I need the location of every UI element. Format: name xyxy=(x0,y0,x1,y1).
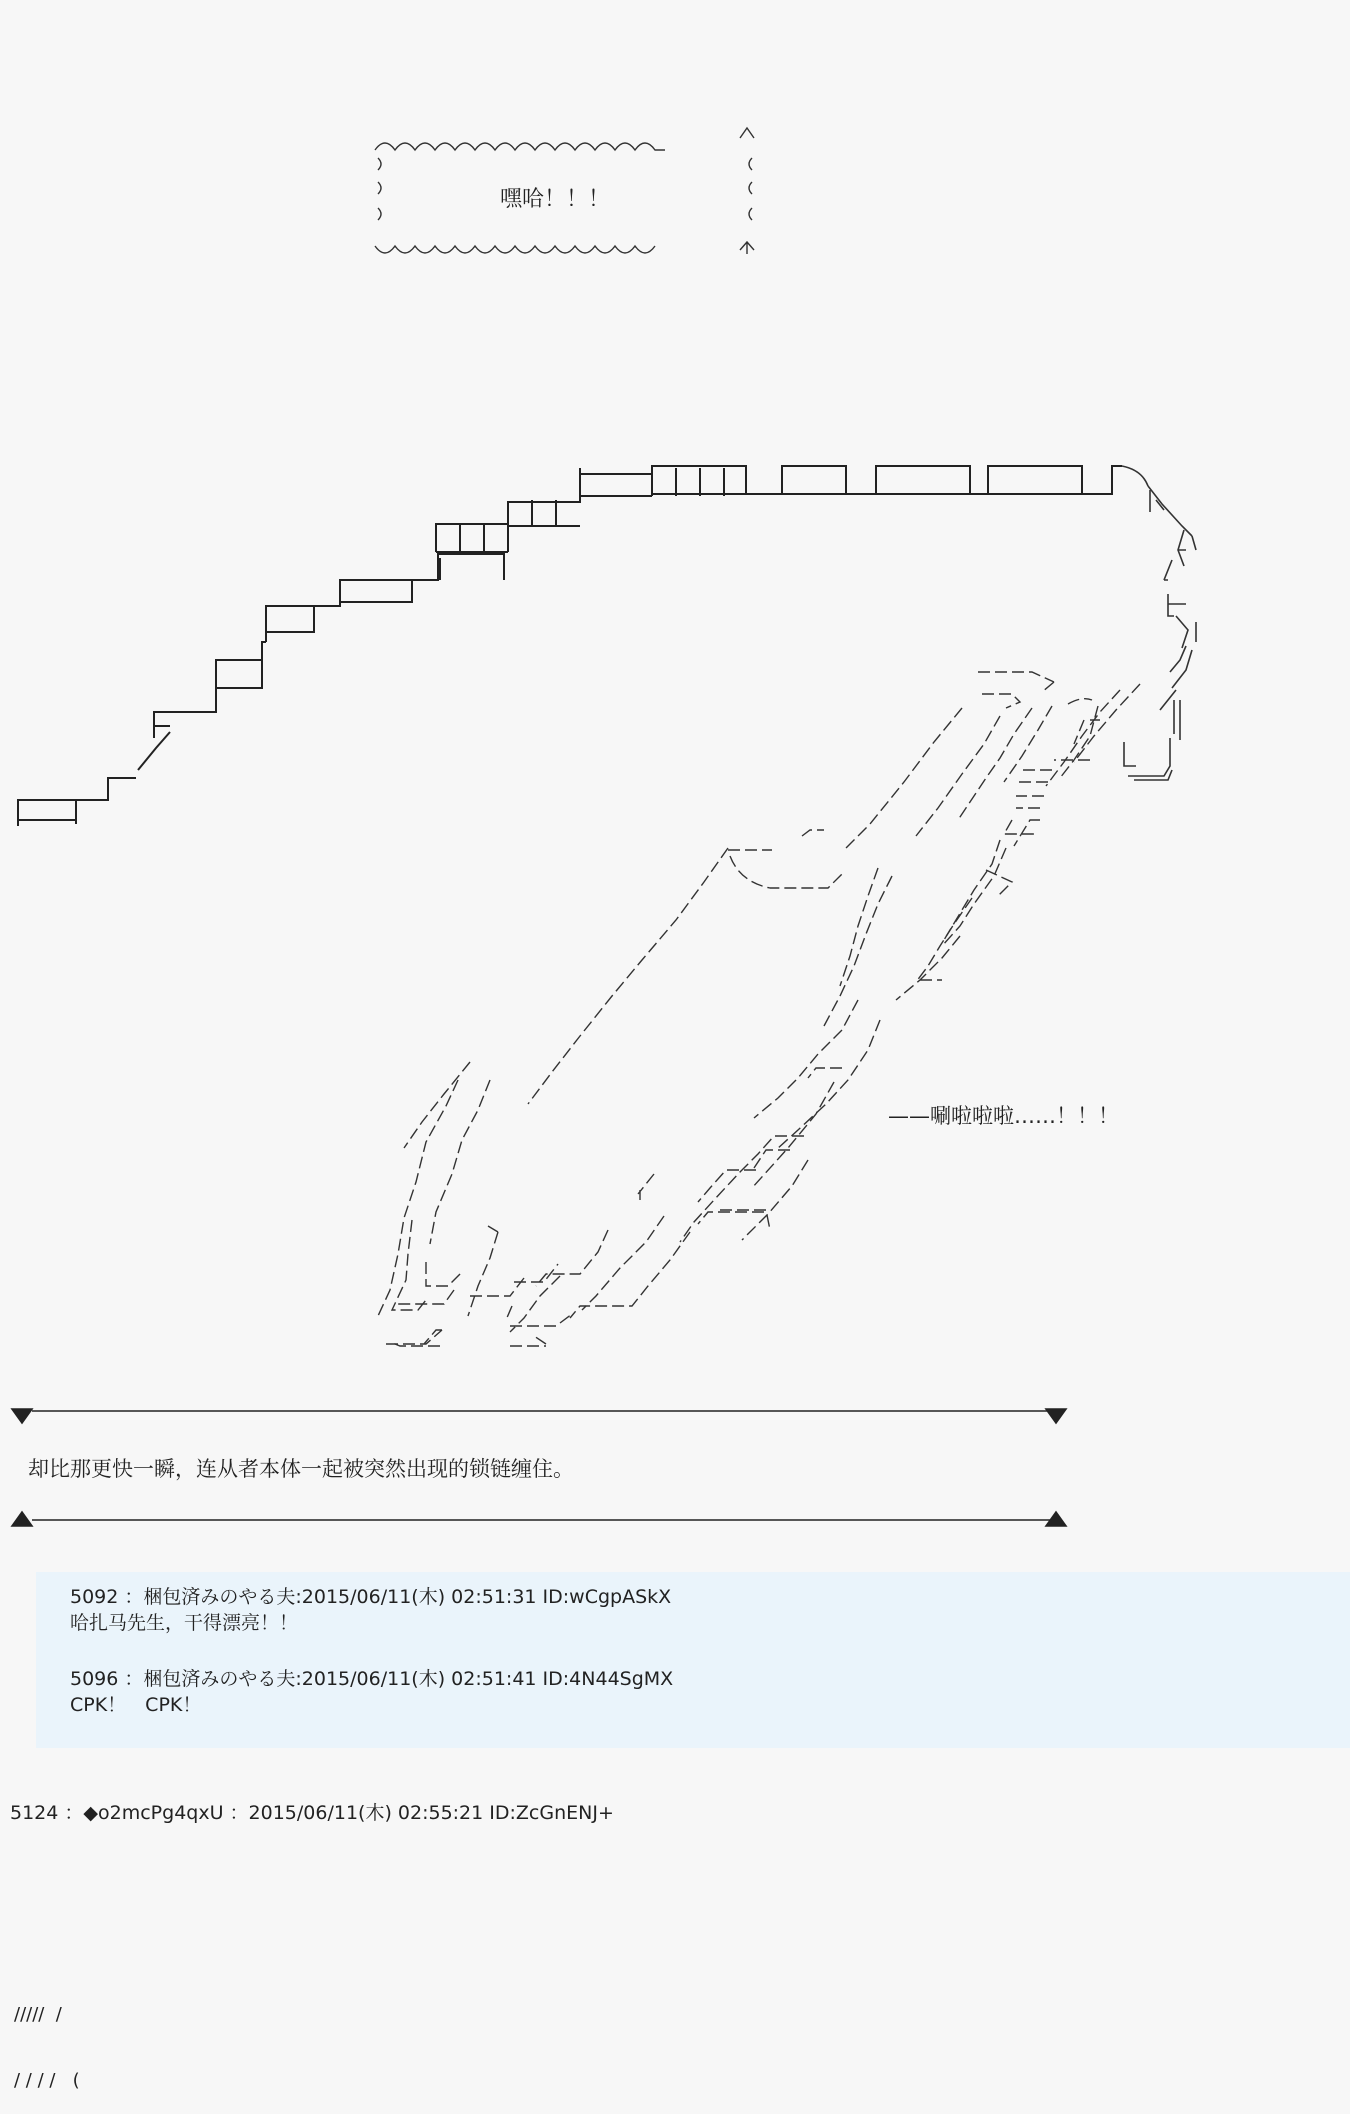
sound-effect-text: ——唰啦啦啦……！！！ xyxy=(888,1104,1119,1128)
tail-ascii-art xyxy=(14,1960,80,2114)
speech-bubble-text: 嘿哈！！！ xyxy=(500,187,611,212)
tail-art-line: ///// / xyxy=(14,2004,62,2025)
chain-bend xyxy=(1122,466,1196,780)
reply-header: 5096 ：梱包済みのやる夫:2015/06/11(木) 02:51:41 ID:4N44SgMX xyxy=(70,1668,674,1690)
post-header: 5124 ：◆o2mcPg4qxU ：2015/06/11(木) 02:55:21 ID:ZcGnENJ+ xyxy=(10,1802,614,1824)
chain-links xyxy=(18,466,1122,826)
tail-art-line: / / / / ( xyxy=(14,2070,80,2091)
narration-text: 却比那更快一瞬，连从者本体一起被突然出现的锁链缠住。 xyxy=(28,1457,574,1481)
reply-quote-box xyxy=(36,1572,1350,1748)
reply-header: 5092 ：梱包済みのやる夫:2015/06/11(木) 02:51:31 ID:wCgpASkX xyxy=(70,1586,672,1608)
reply-body: 哈扎马先生，干得漂亮！！ xyxy=(70,1612,299,1634)
serpent-body xyxy=(378,672,1140,1346)
reply-body: CPK！ CPK！ xyxy=(70,1694,202,1716)
